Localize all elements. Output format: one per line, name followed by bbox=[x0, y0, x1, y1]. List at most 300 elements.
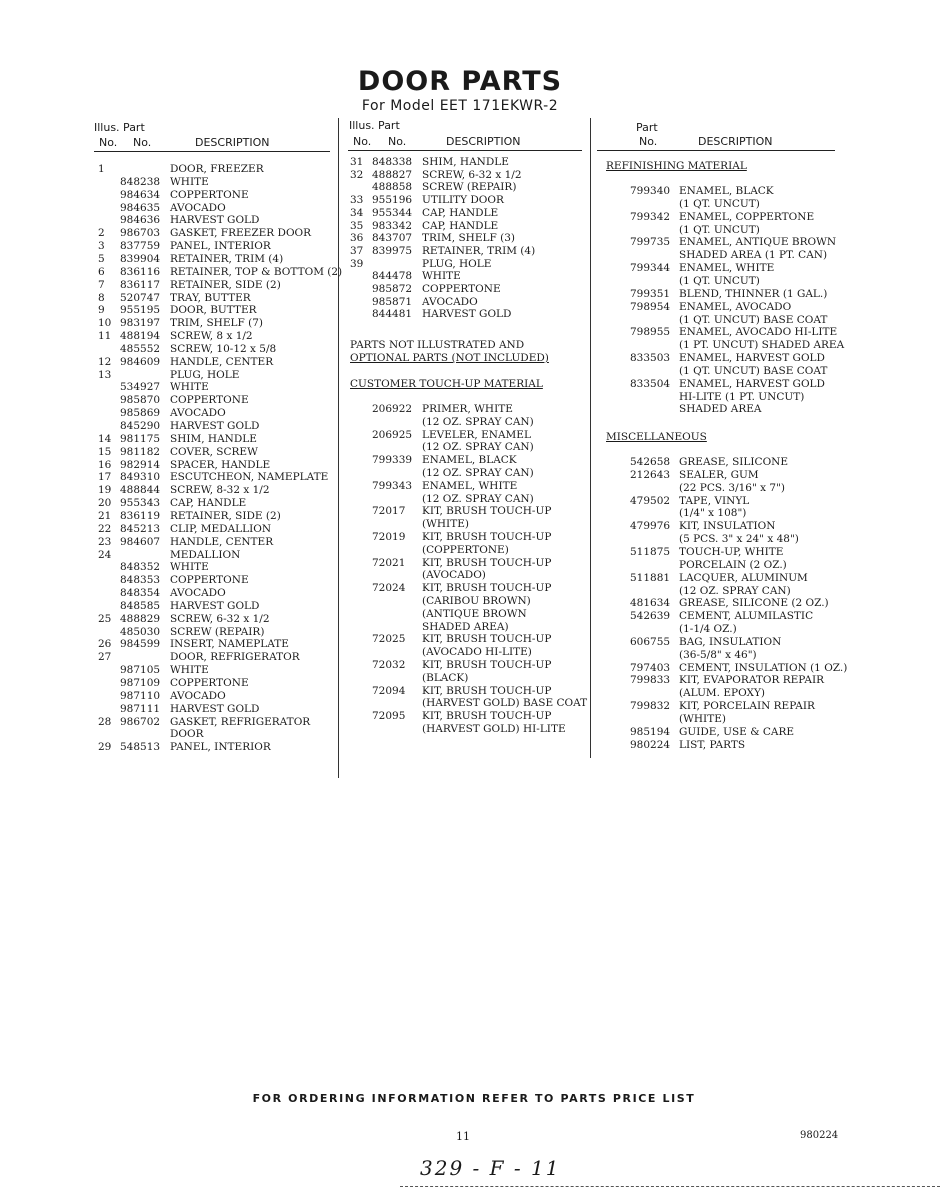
part-description: ENAMEL, HARVEST GOLD bbox=[679, 377, 825, 390]
list-item bbox=[98, 510, 333, 523]
list-item bbox=[372, 685, 587, 698]
part-description: (1 QT. UNCUT) bbox=[679, 197, 760, 210]
list-item bbox=[630, 224, 845, 237]
list-item bbox=[630, 713, 845, 726]
list-item bbox=[630, 391, 845, 404]
list-item bbox=[372, 569, 587, 582]
part-number: 844478 bbox=[372, 270, 413, 283]
part-description: KIT, INSULATION bbox=[679, 520, 776, 533]
part-description: WHITE bbox=[170, 381, 209, 394]
list-item bbox=[350, 296, 588, 309]
part-number: 987105 bbox=[120, 664, 161, 677]
list-item bbox=[372, 467, 587, 480]
part-description: ENAMEL, AVOCADO bbox=[679, 300, 792, 313]
part-description: (ANTIQUE BROWN bbox=[422, 607, 527, 620]
part-number: 799343 bbox=[372, 479, 413, 492]
list-item bbox=[350, 245, 588, 258]
part-description: ENAMEL, AVOCADO HI-LITE bbox=[679, 326, 838, 339]
part-description: KIT, BRUSH TOUCH-UP bbox=[422, 505, 552, 518]
column1-header-part-no: No. bbox=[133, 136, 152, 149]
part-description: (1-1/4 OZ.) bbox=[679, 623, 737, 636]
part-number: 839975 bbox=[372, 244, 413, 257]
list-item bbox=[630, 649, 845, 662]
part-number: 488858 bbox=[372, 181, 413, 194]
part-number: 72032 bbox=[372, 659, 406, 671]
part-number: 845213 bbox=[120, 522, 161, 535]
list-item bbox=[630, 585, 845, 598]
list-item bbox=[98, 574, 333, 587]
illus-number: 31 bbox=[350, 156, 364, 168]
list-item bbox=[372, 531, 587, 544]
part-number: 833503 bbox=[630, 352, 671, 365]
part-description: COVER, SCREW bbox=[170, 445, 258, 458]
part-number: 987109 bbox=[120, 677, 161, 689]
illus-number: 19 bbox=[98, 484, 112, 497]
list-item bbox=[630, 661, 848, 675]
list-item bbox=[98, 433, 333, 446]
list-item bbox=[630, 339, 845, 352]
illus-number: 26 bbox=[98, 638, 112, 651]
part-description: HI-LITE (1 PT. UNCUT) bbox=[679, 390, 805, 403]
list-item bbox=[98, 394, 333, 407]
list-item bbox=[630, 198, 845, 211]
illus-number: 23 bbox=[98, 535, 112, 548]
part-number: 488844 bbox=[120, 484, 161, 497]
part-description: (22 PCS. 3/16" x 7") bbox=[679, 481, 785, 494]
part-description: (CARIBOU BROWN) bbox=[422, 595, 531, 607]
list-item bbox=[372, 608, 587, 621]
part-description: LEVELER, ENAMEL bbox=[422, 428, 531, 441]
model-subtitle: For Model EET 171EKWR-2 bbox=[361, 98, 559, 114]
illus-number: 16 bbox=[98, 458, 112, 471]
part-number: 848354 bbox=[120, 587, 161, 600]
illus-number: 39 bbox=[350, 257, 364, 270]
column3-header-line1: Part bbox=[636, 121, 658, 134]
list-item bbox=[372, 403, 587, 416]
part-description: SCREW, 8 x 1/2 bbox=[170, 330, 253, 343]
section-refinishing-material: REFINISHING MATERIAL bbox=[606, 160, 747, 172]
part-description: (AVOCADO) bbox=[422, 569, 486, 582]
part-description: (12 OZ. SPRAY CAN) bbox=[422, 467, 534, 479]
illus-number: 36 bbox=[350, 232, 364, 245]
list-item bbox=[372, 659, 587, 672]
part-description: RETAINER, SIDE (2) bbox=[170, 509, 281, 522]
list-item bbox=[630, 507, 845, 520]
part-number: 479976 bbox=[630, 520, 671, 533]
part-description: (1 QT. UNCUT) BASE COAT bbox=[679, 313, 828, 326]
column3-header-rule bbox=[597, 150, 835, 151]
part-description: COPPERTONE bbox=[170, 394, 249, 407]
part-number: 72017 bbox=[372, 505, 406, 518]
part-description: SHADED AREA bbox=[679, 403, 762, 416]
part-number: 798955 bbox=[630, 326, 671, 339]
part-number: 844481 bbox=[372, 308, 413, 321]
list-item bbox=[372, 505, 587, 518]
list-item bbox=[98, 626, 333, 639]
list-item bbox=[350, 258, 588, 271]
part-description: KIT, BRUSH TOUCH-UP bbox=[422, 710, 552, 723]
part-number: 511875 bbox=[630, 545, 671, 558]
column2-header-part-no: No. bbox=[388, 135, 407, 148]
part-description: CLIP, MEDALLION bbox=[170, 522, 272, 535]
part-number: 984609 bbox=[120, 355, 161, 368]
part-number: 837759 bbox=[120, 240, 161, 253]
part-description: (HARVEST GOLD) HI-LITE bbox=[422, 723, 566, 735]
part-description: AVOCADO bbox=[422, 295, 478, 308]
list-item bbox=[98, 176, 333, 189]
part-number: 72024 bbox=[372, 582, 406, 595]
not-illustrated-note-line2: OPTIONAL PARTS (NOT INCLUDED) bbox=[350, 352, 549, 364]
list-item bbox=[350, 156, 588, 169]
part-description: PANEL, INTERIOR bbox=[170, 240, 271, 253]
part-description: ENAMEL, ANTIQUE BROWN bbox=[679, 236, 837, 249]
part-description: GREASE, SILICONE bbox=[679, 456, 789, 468]
illus-number: 9 bbox=[98, 304, 105, 317]
part-number: 986702 bbox=[120, 715, 161, 728]
list-item bbox=[372, 621, 587, 634]
part-number: 848238 bbox=[120, 175, 161, 188]
part-number: 799832 bbox=[630, 700, 671, 713]
part-description: GASKET, FREEZER DOOR bbox=[170, 227, 312, 240]
part-description: INSERT, NAMEPLATE bbox=[170, 638, 289, 651]
part-description: AVOCADO bbox=[170, 689, 226, 702]
part-description: LIST, PARTS bbox=[679, 738, 746, 751]
list-item bbox=[98, 343, 333, 356]
part-description: LACQUER, ALUMINUM bbox=[679, 571, 808, 584]
list-item bbox=[372, 454, 587, 467]
part-description: ENAMEL, BLACK bbox=[679, 185, 774, 197]
part-number: 955343 bbox=[120, 497, 161, 510]
list-item bbox=[98, 716, 333, 729]
part-description: HARVEST GOLD bbox=[170, 420, 260, 432]
part-description: SHIM, HANDLE bbox=[170, 432, 257, 445]
part-description: SHADED AREA) bbox=[422, 620, 509, 633]
illus-number: 35 bbox=[350, 219, 364, 232]
part-number: 987110 bbox=[120, 689, 161, 702]
part-description: (HARVEST GOLD) BASE COAT bbox=[422, 697, 588, 710]
list-item bbox=[98, 638, 333, 651]
list-item bbox=[630, 249, 845, 262]
part-description: SPACER, HANDLE bbox=[170, 458, 271, 471]
list-item bbox=[98, 651, 333, 664]
list-item bbox=[98, 536, 333, 549]
column1-header-illus-no: No. bbox=[99, 136, 118, 149]
illus-number: 22 bbox=[98, 522, 112, 535]
part-number: 485552 bbox=[120, 342, 161, 355]
catalog-number: 980224 bbox=[800, 1130, 839, 1141]
part-description: CEMENT, INSULATION (1 OZ.) bbox=[679, 661, 848, 674]
list-item bbox=[630, 262, 845, 275]
list-item bbox=[98, 304, 333, 317]
list-item bbox=[350, 181, 588, 194]
page-title: DOOR PARTS bbox=[357, 66, 563, 97]
part-description: SCREW, 10-12 x 5/8 bbox=[170, 342, 277, 355]
handwritten-reference: 329 - F - 11 bbox=[420, 1156, 561, 1180]
list-item bbox=[630, 456, 845, 469]
part-description: KIT, EVAPORATOR REPAIR bbox=[679, 674, 824, 687]
column3-header-description: DESCRIPTION bbox=[698, 135, 773, 148]
list-item bbox=[630, 482, 845, 495]
part-description: (WHITE) bbox=[679, 713, 726, 725]
part-description: (1 PT. UNCUT) SHADED AREA bbox=[679, 339, 845, 352]
part-number: 983197 bbox=[120, 317, 161, 330]
list-item bbox=[372, 672, 587, 685]
part-description: (WHITE) bbox=[422, 518, 469, 531]
illus-number: 29 bbox=[98, 741, 112, 754]
part-description: TRIM, SHELF (3) bbox=[422, 232, 515, 245]
part-description: COPPERTONE bbox=[422, 283, 501, 295]
part-description: GUIDE, USE & CARE bbox=[679, 725, 795, 738]
part-number: 984635 bbox=[120, 201, 161, 214]
part-number: 606755 bbox=[630, 635, 671, 648]
list-item bbox=[630, 403, 845, 416]
list-item bbox=[630, 236, 845, 249]
list-item bbox=[630, 301, 845, 314]
ordering-information: FOR ORDERING INFORMATION REFER TO PARTS PRICE LIST bbox=[252, 1092, 696, 1105]
illus-number: 5 bbox=[98, 252, 105, 265]
part-number: 848585 bbox=[120, 599, 161, 612]
illus-number: 6 bbox=[98, 265, 105, 278]
part-number: 981182 bbox=[120, 445, 161, 458]
list-item bbox=[98, 381, 333, 394]
part-number: 843707 bbox=[372, 232, 413, 245]
part-number: 799833 bbox=[630, 674, 671, 687]
part-number: 839904 bbox=[120, 252, 161, 265]
illus-number: 33 bbox=[350, 194, 364, 207]
part-description: (1 QT. UNCUT) bbox=[679, 274, 760, 287]
illus-number: 17 bbox=[98, 471, 112, 484]
part-description: KIT, BRUSH TOUCH-UP bbox=[422, 633, 552, 646]
part-number: 72025 bbox=[372, 633, 406, 646]
list-item bbox=[630, 469, 845, 482]
part-number: 849310 bbox=[120, 471, 161, 484]
list-item bbox=[98, 664, 333, 677]
part-description: COPPERTONE bbox=[170, 188, 249, 201]
part-description: WHITE bbox=[170, 561, 209, 574]
illus-number: 7 bbox=[98, 278, 105, 291]
list-item bbox=[350, 232, 588, 245]
list-item bbox=[372, 710, 587, 723]
list-item bbox=[630, 623, 845, 636]
part-description: HANDLE, CENTER bbox=[170, 355, 274, 368]
list-item bbox=[372, 480, 587, 493]
illus-number: 25 bbox=[98, 612, 112, 625]
list-item bbox=[98, 163, 333, 176]
part-description: ENAMEL, COPPERTONE bbox=[679, 210, 815, 223]
part-description: ENAMEL, WHITE bbox=[679, 262, 775, 275]
part-description: KIT, BRUSH TOUCH-UP bbox=[422, 531, 552, 543]
part-number: 984607 bbox=[120, 535, 161, 548]
list-item bbox=[630, 739, 845, 752]
list-item bbox=[630, 326, 845, 339]
part-number: 72019 bbox=[372, 531, 406, 543]
list-item bbox=[98, 214, 333, 227]
part-number: 72021 bbox=[372, 556, 406, 569]
list-item bbox=[98, 189, 333, 202]
list-item bbox=[98, 253, 333, 266]
list-item bbox=[630, 559, 845, 572]
part-description: (12 OZ. SPRAY CAN) bbox=[679, 584, 791, 597]
part-number: 799342 bbox=[630, 210, 671, 223]
list-item bbox=[630, 365, 845, 378]
section-customer-touchup: CUSTOMER TOUCH-UP MATERIAL bbox=[350, 378, 543, 390]
illus-number: 24 bbox=[98, 548, 112, 561]
list-item bbox=[630, 520, 845, 533]
part-description: GREASE, SILICONE (2 OZ.) bbox=[679, 597, 829, 610]
list-item bbox=[372, 633, 587, 646]
part-description: ENAMEL, BLACK bbox=[422, 454, 517, 467]
list-item bbox=[630, 288, 845, 301]
list-item bbox=[98, 613, 333, 626]
part-number: 836119 bbox=[120, 509, 161, 522]
list-item bbox=[98, 561, 333, 574]
part-number: 548513 bbox=[120, 741, 161, 754]
part-number: 542639 bbox=[630, 610, 671, 623]
part-number: 984634 bbox=[120, 188, 161, 201]
part-description: (5 PCS. 3" x 24" x 48") bbox=[679, 533, 799, 546]
part-number: 848352 bbox=[120, 561, 161, 574]
illus-number: 34 bbox=[350, 206, 364, 219]
part-number: 955344 bbox=[372, 206, 413, 219]
part-number: 799340 bbox=[630, 185, 671, 197]
part-description: CAP, HANDLE bbox=[170, 497, 247, 510]
list-item bbox=[372, 416, 587, 429]
part-description: GASKET, REFRIGERATOR bbox=[170, 715, 311, 728]
part-description: RETAINER, TRIM (4) bbox=[422, 244, 536, 257]
part-description: (1 QT. UNCUT) BASE COAT bbox=[679, 364, 828, 377]
part-number: 985194 bbox=[630, 725, 671, 738]
part-description: (COPPERTONE) bbox=[422, 543, 509, 556]
list-item bbox=[98, 265, 343, 279]
part-description: SCREW, 6-32 x 1/2 bbox=[170, 612, 270, 625]
part-description: RETAINER, TRIM (4) bbox=[170, 252, 284, 265]
part-description: KIT, BRUSH TOUCH-UP bbox=[422, 556, 552, 569]
part-number: 481634 bbox=[630, 597, 671, 610]
part-number: 798954 bbox=[630, 300, 671, 313]
list-item bbox=[350, 283, 588, 296]
part-description: COPPERTONE bbox=[170, 574, 249, 587]
part-description: KIT, BRUSH TOUCH-UP bbox=[422, 659, 552, 671]
part-description: DOOR, BUTTER bbox=[170, 304, 257, 317]
illus-number: 27 bbox=[98, 651, 112, 664]
part-description: MEDALLION bbox=[170, 548, 241, 561]
list-item bbox=[98, 587, 333, 600]
illus-number: 13 bbox=[98, 368, 112, 381]
part-number: 983342 bbox=[372, 219, 413, 232]
part-number: 72094 bbox=[372, 684, 406, 697]
section-miscellaneous: MISCELLANEOUS bbox=[606, 431, 707, 443]
part-description: DOOR bbox=[170, 728, 204, 741]
list-item bbox=[98, 356, 333, 369]
part-number: 534927 bbox=[120, 381, 161, 394]
list-item bbox=[98, 279, 333, 292]
part-description: SHADED AREA (1 PT. CAN) bbox=[679, 249, 828, 262]
part-number: 212643 bbox=[630, 468, 671, 481]
list-item bbox=[98, 600, 333, 613]
list-item bbox=[98, 549, 333, 562]
part-description: (1 QT. UNCUT) bbox=[679, 223, 760, 236]
part-number: 987111 bbox=[120, 702, 161, 715]
column2-header-description: DESCRIPTION bbox=[446, 135, 521, 148]
list-item bbox=[372, 544, 587, 557]
part-description: (12 OZ. SPRAY CAN) bbox=[422, 441, 534, 454]
part-number: 833504 bbox=[630, 377, 671, 390]
list-item bbox=[372, 557, 587, 570]
list-item bbox=[372, 595, 587, 608]
list-item bbox=[350, 308, 588, 321]
part-number: 848338 bbox=[372, 156, 413, 168]
part-description: AVOCADO bbox=[170, 201, 226, 214]
list-item bbox=[98, 484, 333, 497]
list-item bbox=[98, 741, 333, 754]
illus-number: 20 bbox=[98, 497, 112, 510]
list-item bbox=[630, 495, 845, 508]
part-description: PANEL, INTERIOR bbox=[170, 741, 271, 754]
list-item bbox=[98, 677, 333, 690]
column3-header-part-no: No. bbox=[639, 135, 658, 148]
part-description: DOOR, REFRIGERATOR bbox=[170, 651, 300, 664]
part-description: RETAINER, TOP & BOTTOM (2) bbox=[170, 265, 343, 278]
part-description: (BLACK) bbox=[422, 671, 469, 684]
column1-header-line1: Illus. Part bbox=[94, 121, 145, 134]
illus-number: 32 bbox=[350, 168, 364, 181]
list-item bbox=[372, 518, 587, 531]
list-item bbox=[630, 352, 845, 365]
part-description: AVOCADO bbox=[170, 407, 226, 420]
list-item bbox=[98, 703, 333, 716]
list-item bbox=[630, 687, 845, 700]
list-item bbox=[350, 270, 588, 283]
part-description: (36-5/8" x 46") bbox=[679, 648, 757, 661]
list-item bbox=[98, 690, 333, 703]
part-description: ENAMEL, WHITE bbox=[422, 479, 518, 492]
part-description: DOOR, FREEZER bbox=[170, 163, 264, 175]
illus-number: 2 bbox=[98, 227, 105, 240]
illus-number: 37 bbox=[350, 244, 364, 257]
part-description: SCREW, 6-32 x 1/2 bbox=[422, 168, 522, 181]
illus-number: 12 bbox=[98, 355, 112, 368]
part-number: 836117 bbox=[120, 278, 161, 291]
list-item bbox=[630, 674, 845, 687]
list-item bbox=[350, 169, 588, 182]
part-number: 799351 bbox=[630, 287, 671, 300]
list-item bbox=[630, 314, 845, 327]
list-item bbox=[98, 330, 333, 343]
list-item bbox=[630, 546, 845, 559]
part-number: 479502 bbox=[630, 494, 671, 507]
part-description: SCREW (REPAIR) bbox=[170, 625, 265, 638]
column2-header-illus-no: No. bbox=[353, 135, 372, 148]
part-description: HARVEST GOLD bbox=[422, 308, 512, 321]
part-description: HARVEST GOLD bbox=[170, 702, 260, 715]
part-description: PRIMER, WHITE bbox=[422, 403, 513, 415]
part-number: 206925 bbox=[372, 428, 413, 441]
list-item bbox=[350, 220, 588, 233]
list-item bbox=[98, 459, 333, 472]
part-number: 985872 bbox=[372, 283, 413, 295]
part-description: TOUCH-UP, WHITE bbox=[679, 545, 784, 558]
list-item bbox=[98, 317, 333, 330]
list-item bbox=[350, 207, 588, 220]
list-item bbox=[372, 582, 587, 595]
part-number: 799735 bbox=[630, 236, 671, 249]
part-description: CAP, HANDLE bbox=[422, 206, 499, 219]
part-number: 845290 bbox=[120, 420, 161, 432]
part-number: 511881 bbox=[630, 571, 671, 584]
illus-number: 15 bbox=[98, 445, 112, 458]
part-description: SEALER, GUM bbox=[679, 468, 759, 481]
part-description: TAPE, VINYL bbox=[679, 494, 750, 507]
